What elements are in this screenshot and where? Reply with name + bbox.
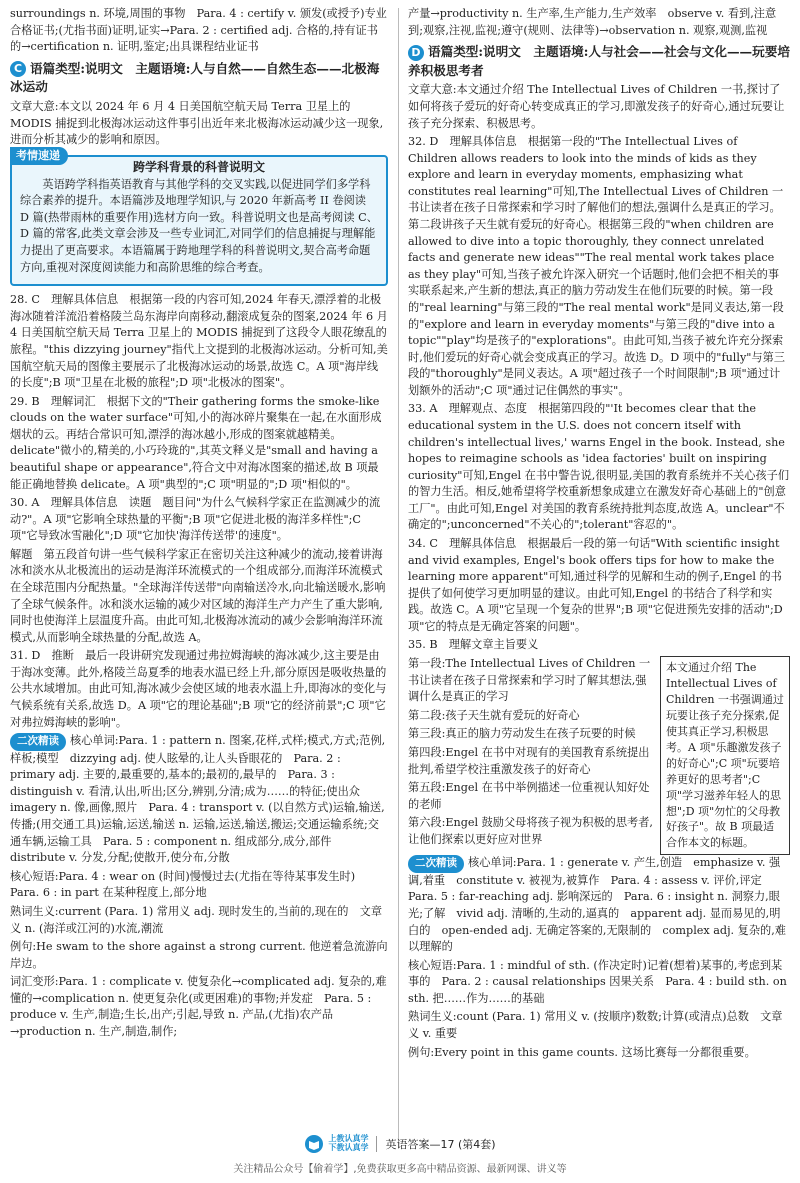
phrases-c: 核心短语:Para. 4 : wear on (时间)慢慢过去(尤指在等待某事发生时) Para. 6 : in part 在某种程度上,部分地: [10, 869, 367, 900]
para-summary-6: 第六段:Engel 鼓励父母将孩子视为积极的思考者,让他们探索以更好应对世界: [408, 816, 653, 846]
footer-notice: 关注精品公众号【偷着学】,免费获取更多高中精品资源、最新网课、讲义等: [233, 1164, 567, 1175]
para-summary-4: 第四段:Engel 在书中对现有的美国教育系统提出批判,希望学校注重激发孩子的好奇心: [408, 745, 650, 776]
answer-28: 28. C 理解具体信息 根据第一段的内容可知,2024 年春天,漂浮着的北极海冰随着洋流沿着格陵兰岛东海岸向南移动,翻滚成复杂的图案,2024 年 6 月 4 日美国航空航天局 Terra 卫星上的 MODIS 捕捉到了这段令人眼花缭乱的旅程。"this dizzying journey"指代上文提到的北极海冰运动。分析可知,美国航空航天局的图像主要展示了北极海冰运动的场景,故选 C。A 项"海岸线的长度";B 项"卫星在北极的旅程";D 项"北极冰的图案"。: [10, 293, 388, 390]
passage-c-summary: 文章大意:本文以 2024 年 6 月 4 日美国航空航天局 Terra 卫星上的 MODIS 捕捉到北极海冰运动这件事引出近年来北极海冰运动减少这一现象,进而分析其减少的影响和原因。: [10, 99, 384, 147]
book-icon: [304, 1134, 324, 1154]
answer-30-solution: 解题 第五段首句讲一些气候科学家正在密切关注这种减少的流动,接着讲海冰和淡水从北极流出的运动是海洋环流模式的一个组成部分,而海洋环流模式在全球范围内分配热量。"全球海洋传送带"向南输送冷水,向北输送暖水,影响了全球气候条件。冰和淡水运输的减少对区域的海洋生产力产生了重大影响,同时也使海洋上层温度升高。由此可知,北极海冰流动的减少会影响海洋环流模式,从而影响全球热量的分配,故选 A。: [10, 547, 386, 644]
wordform-continuation: 产量→productivity n. 生产率,生产能力,生产效率 observe v. 看到,注意到;观察,注视,监视;遵守(规则、法律等)→observation n. 观察,观测,监视: [408, 7, 777, 37]
column-divider: [398, 8, 399, 1148]
example-c: 例句:He swam to the shore against a strong current. 他逆着急流游向岸边。: [10, 940, 388, 970]
phrases-d: 核心短语:Para. 1 : mindful of sth. (作决定时)记着(想着)某事的,考虑到某事的 Para. 2 : causal relationships 因果关系 Para. 4 : build sth. on sth. 把……作为……的基础: [408, 958, 787, 1005]
answer-29: 29. B 理解词汇 根据下文的"Their gathering forms the smoke-like clouds on the water surface"可知,小的海冰碎片聚集在一起,在水面形成烟状的云。再结合常识可知,漂浮的海冰越小,形成的图案就越精美。delicate"微小的,精美的,小巧玲珑的",其英文释义是"small and having a beautiful shape or appearance",符合文中对海冰图案的描述,故 B 项最能正确地替换 delicate。A 项"典型的";C 项"明显的";D 项"相似的"。: [10, 394, 382, 491]
answer-35: 35. B 理解文章主旨要义: [408, 638, 539, 652]
passage-badge-c: C: [10, 61, 26, 77]
page-label: 英语答案—17 (第4套): [376, 1136, 495, 1152]
answer-30: 30. A 理解具体信息 读题 题目问"为什么气候科学家正在监测减少的流动?"。A 项"它影响全球热量的平衡";B 项"它促进北极的海洋多样性";C 项"它导致冰雪融化";D 项"它加快'海洋传送带'的速度"。: [10, 496, 381, 543]
para-summary-3: 第三段:真正的脑力劳动发生在孩子玩要的时候: [408, 727, 636, 741]
vocab-continuation: surroundings n. 环境,周围的事物 Para. 4 : certify v. 颁发(或授予)专业合格证书;(尤指书面)证明,证实→Para. 2 : certified adj. 合格的,持有证书的→certification n. 证明,鉴定;出具课程结业证书: [10, 7, 387, 54]
passage-d-summary: 文章大意:本文通过介绍 The Intellectual Lives of Children 一书,探讨了如何将孩子爱玩的好奇心转变成真正的学习,即激发孩子的好奇心,通过玩要让孩子充分探索、积极思考。: [408, 83, 785, 130]
study-tag-d: 二次精读: [408, 855, 464, 873]
logo-text: [328, 1135, 368, 1153]
familiar-c: 熟词生义:current (Para. 1) 常用义 adj. 现时发生的,当前的,现在的 文章义 n. (海洋或江河的)水流,潮流: [10, 904, 383, 935]
passage-d-type: [408, 43, 790, 80]
passage-badge-d: D: [408, 45, 424, 61]
structure-flow: [408, 656, 790, 855]
para-summary-1: 第一段:The Intellectual Lives of Children 一书让读者在孩子日常探索和学习时了解其想法,强调什么是真正的学习: [408, 657, 651, 704]
page-footer: [0, 1134, 800, 1175]
exam-info-title: 跨学科背景的科普说明文: [132, 159, 265, 174]
study-section-d: [408, 855, 790, 955]
exam-info-text: 英语跨学科指英语教育与其他学科的交叉实践,以促进同学们多学科综合素养的提升。本语篇涉及地理学知识,与 2020 年新高考 II 卷阅读 D 篇(热带雨林的重要作用)选材方向一致。科普说明文也是高考阅读 C、D 篇的常客,此类文章会涉及一些专业词汇,对同学们的信息捕捉与理解能力提出了更高要求。本语篇属于跨地理学科的科普说明文,契合高考命题方向,重视对深度阅读能力和高阶思维的综合考查。: [20, 177, 378, 274]
answer-31: 31. D 推断 最后一段讲研究发现通过弗拉姆海峡的海冰减少,这主要是由于海冰变薄。此外,格陵兰岛夏季的地表水温已经上升,部分原因是吸收热量的公共水域增加。由此可知,海冰减少会使区域的地表水温上升,即海冰的变化与气候系统有关系,故选 D。A 项"它的理论基础";B 项"它的经济前景";C 项"它对弗拉姆海峡的影响"。: [10, 649, 387, 729]
paragraph-summary-list: [408, 656, 654, 855]
left-column: [10, 6, 388, 1043]
study-section-c: [10, 733, 388, 867]
answer-32: 32. D 理解具体信息 根据第一段的"The Intellectual Lives of Children allows readers to look into the minds of kids as they explore and learn in everyday moments, emphasizing what constitutes real learning"可知,The Intellectual Lives of Children 一书让读者在孩子日常探索和学习时了解他们的想法,强调什么是真正的学习。第二段讲孩子天生就有爱玩的好奇心。根据第三段的"when children are allowed to dive into a topic thoroughly, they connect unrelated facts and generate new ideas""The real mental work takes place as they play"可知,当孩子被允许深入研究一个话题时,他们会把不相关的事实联系起来,产生新的想法,真正的脑力劳动发生在他们玩要的时候。第一段的"real learning"与第三段的"The real mental work"是同义表达,第一段的"explore and learn in everyday moments"与第三段的"dive into a topic""play"均是孩子的"explorations"。由此可知,当孩子被允许充分探索时,他们爱玩的好奇心就会变成真正的学习。故选 D。D 项中的"fully"与第三段的"thoroughly"是同义表达。A 项"超过孩子一个时间限制";B 项"通过计划额外的活动";C 项"通过记住偶然的事实"。: [408, 135, 785, 397]
passage-c-type-text: 语篇类型:说明文 主题语境:人与自然——自然生态——北极海冰运动: [10, 60, 380, 95]
logo-line-2: 下教认真学: [328, 1143, 369, 1152]
passage-c-type: [10, 60, 388, 97]
answer-33: 33. A 理解观点、态度 根据第四段的"'It becomes clear that the educational system in the U.S. does not concern itself with children's intellectual lives,' warns Engel in the book. Instead, she hopes to reimagine schools as 'idea factories' built on inspiring curiosity"可知,Engel 在书中警告说,很明显,美国的教育系统并不关心孩子们的智力生活。相反,她希望将学校重新想象成建立在激发好奇心基础上的"创意工厂"。由此可知,Engel 对美国的教育系统持批判态度,故选 A。unclear"不确定的";unconcerned"不关心的";tolerant"容忍的"。: [408, 402, 790, 532]
vocab-d: 核心单词:Para. 1 : generate v. 产生,创造 emphasize v. 强调,着重 constitute v. 被视为,被算作 Para. 4 : assess v. 评价,评定 Para. 5 : far-reaching adj. 影响深远的 Para. 6 : insight n. 洞察力,眼光;了解 vivid adj. 清晰的,生动的,逼真的 apparent adj. 显而易见的,明白的 open-ended adj. 无确定答案的,无限制的 complex adj. 复杂的,难以理解的: [408, 856, 786, 954]
exam-info-box: [10, 148, 388, 286]
logo-line-1: 上教认真学: [328, 1134, 369, 1144]
para-summary-5: 第五段:Engel 在书中举例描述一位重视认知好处的老师: [408, 781, 650, 811]
exam-info-tag: 考情速递: [10, 147, 68, 165]
answer-34: 34. C 理解具体信息 根据最后一段的第一句话"With scientific insight and vivid examples, Engel's book offers tips for how to make the learning more apparent"可知,通过科学的见解和生动的例子,Engel 的书提供了如何使学习更加明显的建议。由此可知,Engel 的书结合了科学和实践。故选 C。A 项"它呈现一个复杂的世界";B 项"它促进预先安排的活动";D 项"它的特点是无确定答案的问题"。: [408, 537, 783, 633]
para-summary-2: 第二段:孩子天生就有爱玩的好奇心: [408, 708, 580, 722]
example-d: 例句:Every point in this game counts. 这场比赛每一分都很重要。: [408, 1045, 756, 1059]
familiar-d: 熟词生义:count (Para. 1) 常用义 v. (按顺序)数数;计算(或清点)总数 文章义 v. 重要: [408, 1010, 783, 1041]
right-column: [408, 6, 790, 1063]
title-note: 本文通过介绍 The Intellectual Lives of Children 一书强调通过玩要让孩子充分探索,促使其真正学习,积极思考。A 项"乐趣激发孩子的好奇心";C 项"玩要培养更好的思考者";C 项"学习滋养年轻人的思想";D 项"勿忙的父母教好孩子"。故 B 项最适合作本文的标题。: [660, 656, 790, 855]
vocab-c: 核心单词:Para. 1 : pattern n. 图案,花样,式样;模式,方式;范例,样板;模型 dizzying adj. 使人眩晕的,让人头昏眼花的 Para. 2 : primary adj. 主要的,最重要的,基本的;最初的,最早的 Para. 3 : distinguish v. 看清,认出,听出;区分,辨别,分清;成为……的特征;使出众 imagery n. 像,画像,照片 Para. 4 : transport v. (以自然方式)运输,输送,传播;(用交通工具)运输,运送,输送 n. 运输,运送,输送,搬运;交通运输系统;交通车辆,运输工具 Para. 5 : component n. 组成部分,成分,部件 distribute v. 分发,分配;使散开,使分布,分散: [10, 734, 386, 865]
passage-d-type-text: 语篇类型:说明文 主题语境:人与社会——社会与文化——玩要培养积极思考者: [408, 44, 790, 78]
wordform-c: 词汇变形:Para. 1 : complicate v. 使复杂化→complicated adj. 复杂的,难懂的→complication n. 使更复杂化(或更困难)的事物;并发症 Para. 5 : produce v. 生产,制造;生长,出产;引起,导致 n. 产品,(尤指)农产品→production n. 生产,制造,制作;: [10, 975, 387, 1038]
publisher-logo: [304, 1134, 368, 1154]
study-tag-c: 二次精读: [10, 733, 66, 751]
